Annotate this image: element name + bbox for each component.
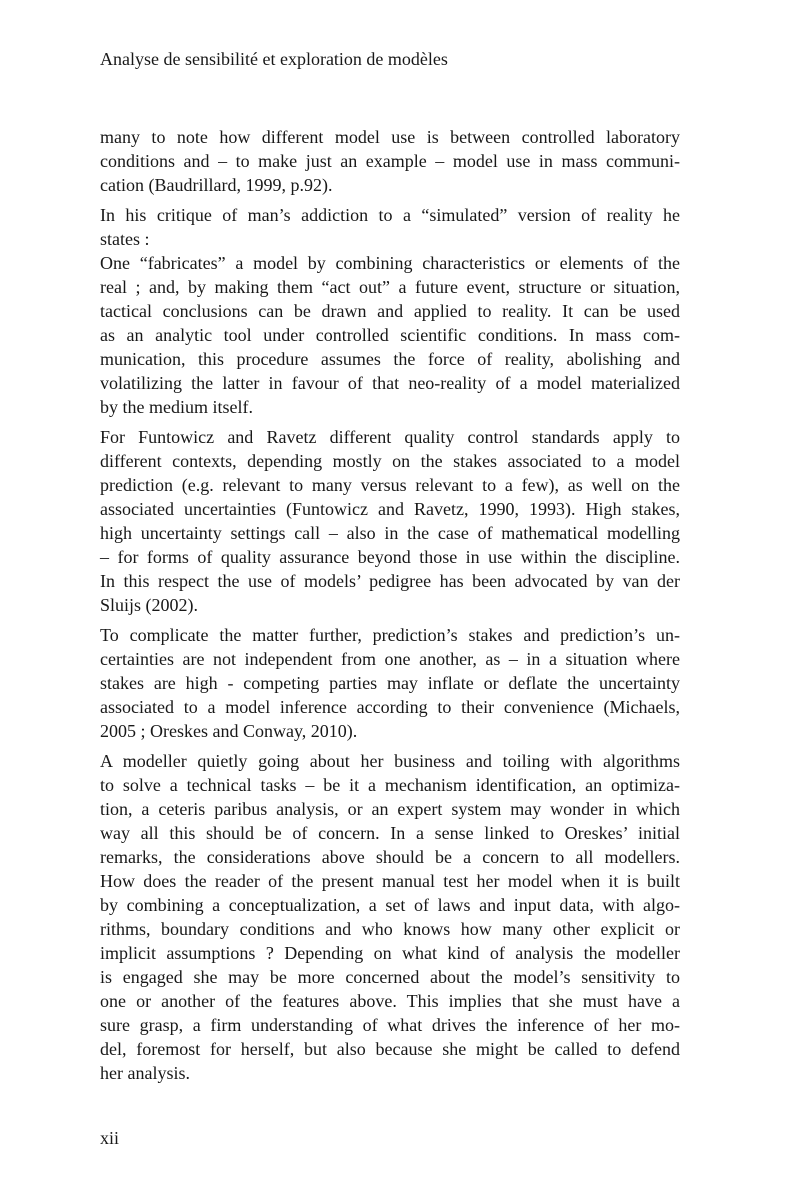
text-line: del, foremost for herself, but also because she might be called to defend [100,1039,680,1059]
text-line: For Funtowicz and Ravetz different quality control standards apply to [100,427,680,447]
text-line: tion, a ceteris paribus analysis, or an expert system may wonder in which [100,799,680,819]
text-line: by combining a conceptualization, a set of laws and input data, with algo- [100,895,680,915]
paragraph [100,125,680,197]
running-head: Analyse de sensibilité et exploration de modèles [100,49,448,69]
text-line: associated uncertainties (Funtowicz and Ravetz, 1990, 1993). High stakes, [100,499,680,519]
text-line: certainties are not independent from one another, as – in a situation where [100,649,680,669]
text-line: 2005 ; Oreskes and Conway, 2010). [100,721,358,741]
text-line: is engaged she may be more concerned about the model’s sensitivity to [100,967,680,987]
text-line: implicit assumptions ? Depending on what kind of analysis the modeller [100,943,680,963]
text-line: In this respect the use of models’ pedigree has been advocated by van der [100,571,680,591]
paragraph [100,749,680,1085]
text-line: sure grasp, a firm understanding of what drives the inference of her mo- [100,1015,680,1035]
text-line: A modeller quietly going about her business and toiling with algorithms [100,751,680,771]
text-line: conditions and – to make just an example – model use in mass communi- [100,151,680,171]
text-line: To complicate the matter further, prediction’s stakes and prediction’s un- [100,625,680,645]
text-line: different contexts, depending mostly on the stakes associated to a model [100,451,680,471]
text-line: one or another of the features above. This implies that she must have a [100,991,680,1011]
text-line: tactical conclusions can be drawn and applied to reality. It can be used [100,301,680,321]
text-line: real ; and, by making them “act out” a future event, structure or situation, [100,277,680,297]
text-line: How does the reader of the present manual test her model when it is built [100,871,680,891]
text-line: munication, this procedure assumes the force of reality, abolishing and [100,349,680,369]
text-line: her analysis. [100,1063,190,1083]
page-number: xii [100,1128,120,1148]
text-line: states : [100,229,150,249]
text-line: Sluijs (2002). [100,595,199,615]
paragraph [100,251,680,419]
text-line: many to note how different model use is between controlled laboratory [100,127,680,147]
text-line: cation (Baudrillard, 1999, p.92). [100,175,333,195]
text-line: In his critique of man’s addiction to a “simulated” version of reality he [100,205,680,225]
text-line: stakes are high - competing parties may inflate or deflate the uncertainty [100,673,680,693]
text-line: remarks, the considerations above should be a concern to all modellers. [100,847,680,867]
text-line: high uncertainty settings call – also in the case of mathematical modelling [100,523,680,543]
body-text [100,125,680,1085]
text-line: – for forms of quality assurance beyond those in use within the discipline. [100,547,680,567]
text-line: One “fabricates” a model by combining characteristics or elements of the [100,253,680,273]
text-line: way all this should be of concern. In a sense linked to Oreskes’ initial [100,823,680,843]
text-line: volatilizing the latter in favour of that neo-reality of a model materialized [100,373,680,393]
text-line: as an analytic tool under controlled scientific conditions. In mass com- [100,325,680,345]
paragraph [100,623,680,743]
text-line: by the medium itself. [100,397,253,417]
text-line: prediction (e.g. relevant to many versus relevant to a few), as well on the [100,475,680,495]
text-line: associated to a model inference according to their convenience (Michaels, [100,697,680,717]
paragraph [100,425,680,617]
text-line: to solve a technical tasks – be it a mechanism identification, an optimiza- [100,775,680,795]
paragraph [100,203,680,251]
text-line: rithms, boundary conditions and who knows how many other explicit or [100,919,680,939]
